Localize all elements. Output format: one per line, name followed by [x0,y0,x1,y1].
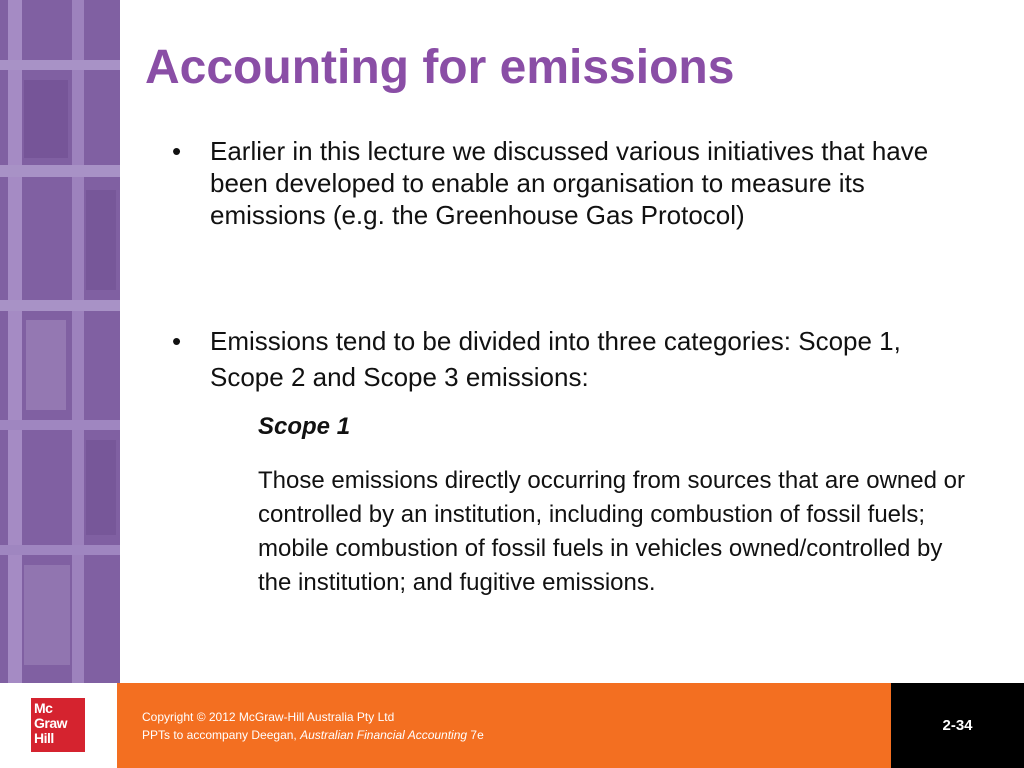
slide-title: Accounting for emissions [145,41,735,94]
bullet-text: Emissions tend to be divided into three categories: Scope 1, Scope 2 and Scope 3 emissions: [210,326,901,392]
copyright-prefix: PPTs to accompany Deegan, [142,728,301,742]
logo-line: Mc [34,700,53,716]
copyright-notice [142,708,484,744]
logo-line: Hill [34,730,54,746]
bullet-text: Earlier in this lecture we discussed various initiatives that have been developed to enable an organisation to measure its emissions (e.g. the Greenhouse Gas Protocol) [210,136,929,230]
mcgraw-hill-logo-icon [31,698,85,752]
page-number: 2-34 [942,717,973,734]
scope-description: Those emissions directly occurring from sources that are owned or controlled by an institution, including combustion of fossil fuels; mobile combustion of fossil fuels in vehicles owned/controlled by the institution; and fugitive emissions. [258,467,965,596]
copyright-line [142,726,484,744]
logo-line: Graw [34,715,68,731]
side-decorative-image [0,0,120,683]
book-edition: 7e [467,728,484,742]
bullet-item [172,323,952,395]
bullet-icon: • [172,136,182,166]
copyright-line: Copyright © 2012 McGraw-Hill Australia Pty Ltd [142,710,395,724]
bullet-item [172,135,952,231]
scope-heading: Scope 1 [258,413,351,440]
book-title: Australian Financial Accounting [300,728,468,742]
bullet-icon: • [172,326,182,356]
